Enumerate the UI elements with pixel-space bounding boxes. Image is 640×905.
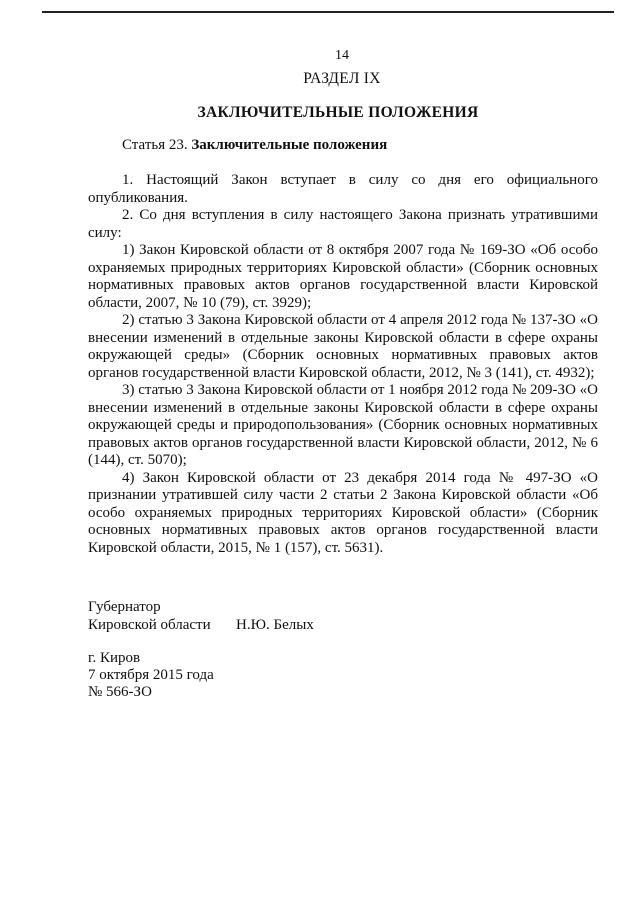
signatory-title: Губернатор	[88, 599, 161, 615]
signature-block	[88, 598, 314, 634]
paragraph-2: 2. Со дня вступления в силу настоящего Закона признать утратившими силу:	[88, 207, 598, 241]
section-title: РАЗДЕЛ IX	[303, 70, 381, 87]
top-border-line	[42, 11, 614, 13]
article-heading	[122, 137, 387, 154]
law-date: 7 октября 2015 года	[88, 667, 214, 683]
law-number: № 566-ЗО	[88, 684, 152, 700]
city: г. Киров	[88, 650, 141, 666]
list-item-3: 3) статью 3 Закона Кировской области от 1 ноября 2012 года № 209-ЗО «О внесении изменений в отдельные законы Кировской области в сфере охраны окружающей среды и природопользования» (Сборник основных нормативных правовых актов органов государственной власти Кировской области, 2012, № 6 (144), ст. 5070);	[88, 382, 598, 468]
chapter-title: ЗАКЛЮЧИТЕЛЬНЫЕ ПОЛОЖЕНИЯ	[197, 104, 479, 121]
signatory-name: Н.Ю. Белых	[236, 617, 314, 633]
list-item-2: 2) статью 3 Закона Кировской области от 4 апреля 2012 года № 137-ЗО «О внесении изменений в отдельные законы Кировской области в сфере охраны окружающей среды» (Сборник основных нормативных правовых актов органов государственной власти Кировской области, 2012, № 3 (141), ст. 4932);	[88, 312, 598, 381]
article-title: Заключительные положения	[191, 137, 388, 153]
place-date-block	[88, 650, 214, 701]
page-number: 14	[335, 48, 349, 63]
paragraph-1: 1. Настоящий Закон вступает в силу со дня его официального опубликования.	[88, 172, 598, 206]
article-label: Статья 23.	[122, 137, 188, 153]
signatory-row	[88, 616, 314, 634]
list-item-4: 4) Закон Кировской области от 23 декабря 2014 года № 497-ЗО «О признании утратившей силу части 2 статьи 2 Закона Кировской области «Об особо охраняемых природных территориях Кировской области» (Сборник основных нормативных правовых актов органов государственной власти Кировской области, 2015, № 1 (157), ст. 5631).	[88, 469, 598, 556]
article-body	[88, 172, 598, 557]
list-item-1: 1) Закон Кировской области от 8 октября 2007 года № 169-ЗО «Об особо охраняемых природных территориях Кировской области» (Сборник основных нормативных правовых актов органов государственной власти Кировской области, 2007, № 10 (79), ст. 3929);	[88, 242, 598, 311]
signatory-region: Кировской области	[88, 617, 211, 633]
